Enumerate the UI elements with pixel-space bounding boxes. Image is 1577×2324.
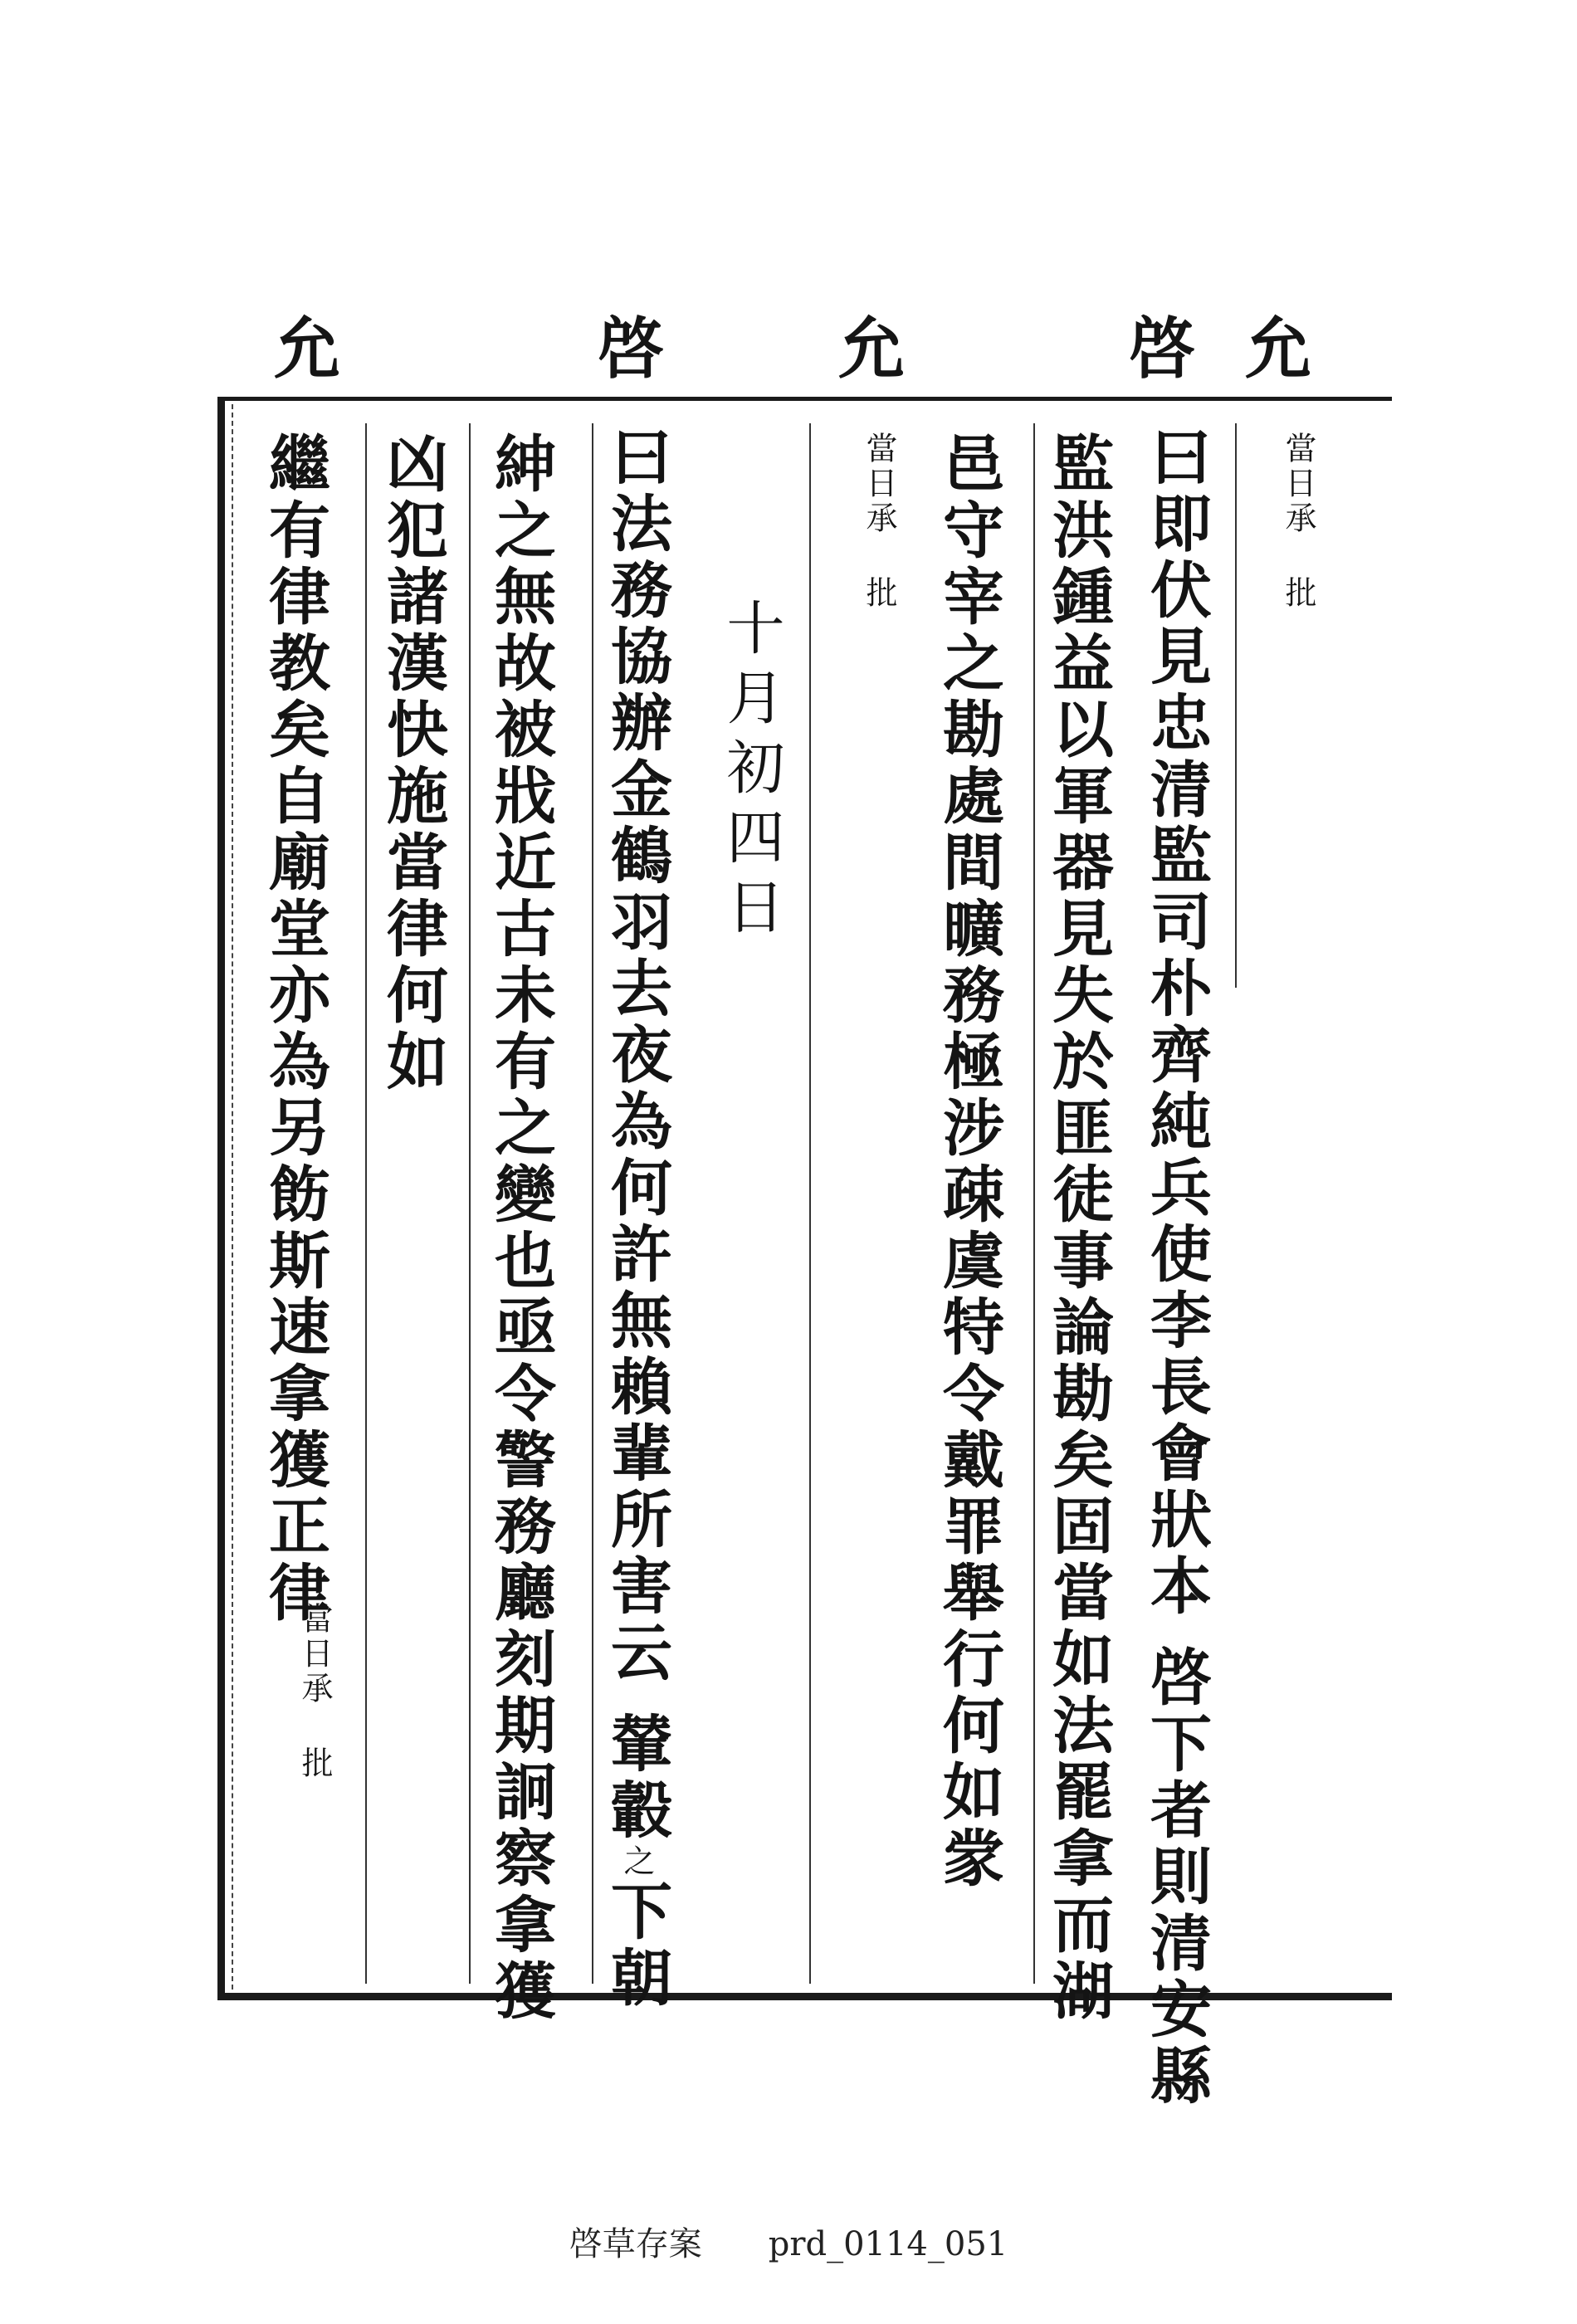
text-column-2: 監洪鍾益以軍器見失於匪徒事論勘矣固當如法罷拿而湖	[1042, 432, 1114, 2025]
text-column-3	[933, 432, 1004, 1892]
text-column-3-tail: 䝉	[933, 1826, 1004, 1892]
text-column-7: 繼有律教矣自廟堂亦為另飭斯速拿獲正律	[259, 432, 330, 1627]
text-column-5: 紳之無故被戕近古未有之變也亟令警務廳刻期詗察拿獲	[485, 432, 556, 2025]
text-column-4-honorific: 輦轂	[601, 1711, 672, 1844]
top-mark-3: 允	[838, 310, 905, 388]
text-column-4	[601, 425, 672, 2012]
archive-footer	[0, 2218, 1577, 2265]
column-rule	[469, 423, 471, 1984]
text-column-1	[1140, 425, 1212, 2110]
column-rule	[1235, 423, 1237, 988]
top-mark-1: 允	[1245, 310, 1311, 388]
column-rule	[809, 423, 811, 1984]
top-mark-5: 允	[274, 310, 340, 388]
top-mark-4: 啓	[598, 310, 664, 388]
text-column-4-main: 曰法務協辦金鶴羽去夜為何許無賴輩所害云	[601, 425, 672, 1687]
column-rule	[1033, 423, 1035, 1984]
text-column-4-end: 下朝	[601, 1879, 672, 2012]
approval-note: 當日承 批	[1280, 432, 1316, 611]
text-column-1-tail: 下者則清安縣	[1140, 1711, 1212, 2110]
footer-title: 啓草存案	[569, 2225, 702, 2263]
text-column-6: 凶犯諸漢快施當律何如	[377, 432, 448, 1096]
text-column-3-main: 邑守宰之勘處間曠務極涉疎虞特令戴罪舉行何如	[933, 432, 1004, 1826]
text-column-1-main: 曰即伏見忠清監司朴齊純兵使李長會狀本	[1140, 425, 1212, 1620]
date-column: 十月初四日	[717, 598, 785, 946]
column-rule	[592, 423, 593, 1984]
footer-code: prd_0114_051	[768, 2225, 1008, 2263]
approval-note: 當日承 批	[296, 1602, 333, 1781]
approval-note: 當日承 批	[861, 432, 897, 611]
text-column-4-small: 之	[618, 1844, 655, 1879]
column-rule	[365, 423, 367, 1984]
top-mark-2: 啓	[1129, 310, 1195, 388]
text-column-1-honorific: 啓	[1140, 1645, 1212, 1711]
